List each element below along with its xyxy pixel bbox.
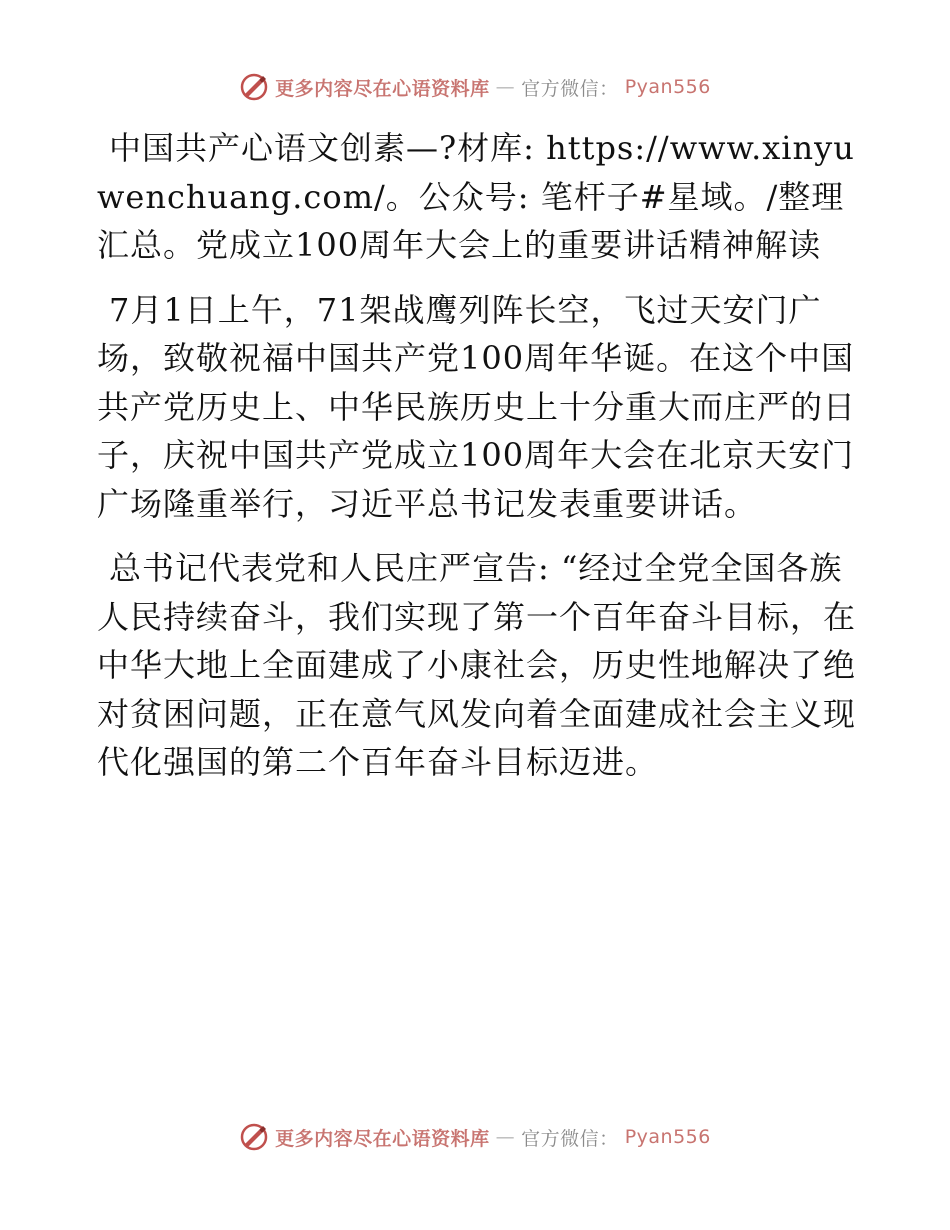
watermark-wechat-label: 官方微信： (521, 1127, 619, 1150)
red-pen-circle-icon (239, 1122, 269, 1152)
paragraph-title: 中国共产心语文创素—?材库: https://www.xinyuwenchuang.com/。公众号: 笔杆子#星域。/整理汇总。党成立100周年大会上的重要讲话精神解读 (97, 129, 855, 264)
watermark-wechat-label: 官方微信： (521, 77, 619, 100)
watermark-separator: — (495, 1126, 516, 1148)
footer-watermark (0, 1122, 950, 1152)
watermark-separator: — (495, 76, 516, 98)
watermark-wechat-id: Pyan556 (624, 76, 711, 98)
watermark-text: 更多内容尽在心语资料库 (275, 1127, 490, 1150)
watermark-wechat-id: Pyan556 (624, 1126, 711, 1148)
paragraph-declaration: 总书记代表党和人民庄严宣告: “经过全党全国各族人民持续奋斗，我们实现了第一个百年奋斗目标，在中华大地上全面建成了小康社会，历史性地解决了绝对贫困问题，正在意气风发向着全面建成社会主义现代化强国的第二个百年奋斗目标迈进。 (97, 549, 857, 781)
document-body (97, 124, 857, 803)
paragraph-intro: 7月1日上午，71架战鹰列阵长空，飞过天安门广场，致敬祝福中国共产党100周年华诞。在这个中国共产党历史上、中华民族历史上十分重大而庄严的日子，庆祝中国共产党成立100周年大会在北京天安门广场隆重举行，习近平总书记发表重要讲话。 (97, 290, 857, 523)
red-pen-circle-icon (239, 72, 269, 102)
header-watermark (0, 72, 950, 102)
watermark-text: 更多内容尽在心语资料库 (275, 77, 490, 100)
